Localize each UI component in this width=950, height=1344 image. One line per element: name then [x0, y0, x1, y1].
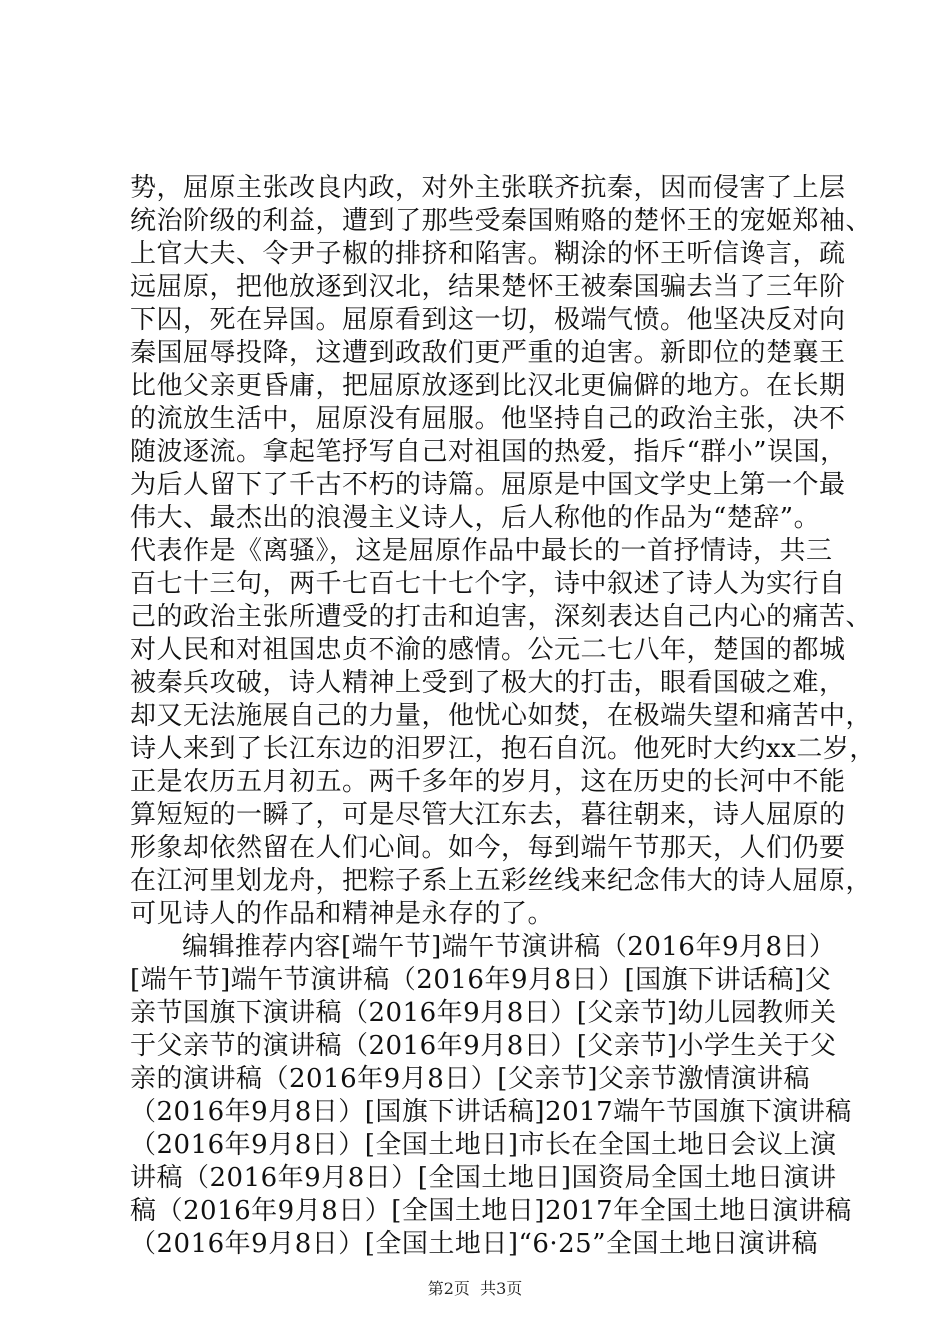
text-line: 诗人来到了长江东边的汨罗江，抱石自沉。他死时大约xx二岁， — [130, 734, 876, 764]
text-line: 随波逐流。拿起笔抒写自己对祖国的热爱，指斥“群小”误国， — [130, 437, 847, 467]
text-line: 亲节国旗下演讲稿（2016年9月8日）[父亲节]幼儿园教师关 — [130, 998, 837, 1028]
body-text — [130, 172, 876, 1261]
text-line: 为后人留下了千古不朽的诗篇。屈原是中国文学史上第一个最 — [130, 470, 846, 500]
page-number-footer: 第2页 共3页 — [427, 1279, 523, 1298]
text-line: 伟大、最杰出的浪漫主义诗人，后人称他的作品为“楚辞”。 — [130, 503, 821, 533]
text-line: 稿（2016年9月8日）[全国土地日]2017年全国土地日演讲稿 — [130, 1196, 852, 1226]
text-line: 秦国屈辱投降，这遭到政敌们更严重的迫害。新即位的楚襄王 — [130, 338, 846, 368]
text-line: 讲稿（2016年9月8日）[全国土地日]国资局全国土地日演讲 — [130, 1163, 837, 1193]
text-line: 对人民和对祖国忠贞不渝的感情。公元二七八年，楚国的都城 — [130, 635, 846, 665]
text-line: 却又无法施展自己的力量，他忧心如焚，在极端失望和痛苦中， — [130, 701, 873, 731]
text-line: 被秦兵攻破，诗人精神上受到了极大的打击，眼看国破之难， — [130, 668, 846, 698]
text-line: 上官大夫、令尹子椒的排挤和陷害。糊涂的怀王听信谗言，疏 — [130, 239, 846, 269]
text-line: 的流放生活中，屈原没有屈服。他坚持自己的政治主张，决不 — [130, 404, 846, 434]
text-line: （2016年9月8日）[国旗下讲话稿]2017端午节国旗下演讲稿 — [130, 1097, 852, 1127]
text-line: 统治阶级的利益，遭到了那些受秦国贿赂的楚怀王的宠姬郑袖、 — [130, 206, 873, 236]
paragraph-qu-yuan — [130, 172, 876, 931]
text-line: 算短短的一瞬了，可是尽管大江东去，暮往朝来，诗人屈原的 — [130, 800, 846, 830]
text-line: 势，屈原主张改良内政，对外主张联齐抗秦，因而侵害了上层 — [130, 173, 846, 203]
text-line: 比他父亲更昏庸，把屈原放逐到比汉北更偏僻的地方。在长期 — [130, 371, 846, 401]
text-line: 正是农历五月初五。两千多年的岁月，这在历史的长河中不能 — [130, 767, 846, 797]
text-line: 于父亲节的演讲稿（2016年9月8日）[父亲节]小学生关于父 — [130, 1031, 837, 1061]
text-line: （2016年9月8日）[全国土地日]市长在全国土地日会议上演 — [130, 1130, 837, 1160]
text-line: 形象却依然留在人们心间。如今，每到端午节那天，人们仍要 — [130, 833, 846, 863]
text-line: 在江河里划龙舟，把粽子系上五彩丝线来纪念伟大的诗人屈原， — [130, 866, 873, 896]
text-line: （2016年9月8日）[全国土地日]“6·25”全国土地日演讲稿 — [130, 1229, 819, 1259]
text-line: 百七十三句，两千七百七十七个字，诗中叙述了诗人为实行自 — [130, 569, 846, 599]
text-line: 下囚，死在异国。屈原看到这一切，极端气愤。他坚决反对向 — [130, 305, 846, 335]
text-line: [端午节]端午节演讲稿（2016年9月8日）[国旗下讲话稿]父 — [130, 965, 832, 995]
text-line: 己的政治主张所遭受的打击和迫害，深刻表达自己内心的痛苦、 — [130, 602, 873, 632]
text-line: 可见诗人的作品和精神是永存的了。 — [130, 899, 555, 929]
text-line: 远屈原，把他放逐到汉北，结果楚怀王被秦国骗去当了三年阶 — [130, 272, 846, 302]
text-line: 编辑推荐内容[端午节]端午节演讲稿（2016年9月8日） — [182, 932, 836, 962]
text-line: 代表作是《离骚》，这是屈原作品中最长的一首抒情诗，共三 — [130, 536, 833, 566]
paragraph-recommended-content — [130, 931, 852, 1261]
text-line: 亲的演讲稿（2016年9月8日）[父亲节]父亲节激情演讲稿 — [130, 1064, 811, 1094]
